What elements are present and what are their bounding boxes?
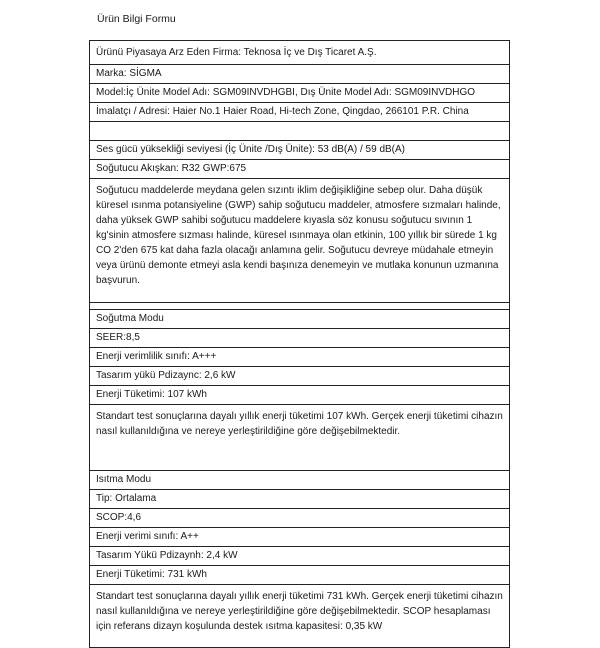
brand-row: Marka: SİGMA: [90, 65, 509, 84]
heating-scop-row: SCOP:4,6: [90, 509, 509, 528]
heating-consumption-row: Enerji Tüketimi: 731 kWh: [90, 566, 509, 585]
company-row: Ürünü Piyasaya Arz Eden Firma: Teknosa İç ve Dış Ticaret A.Ş.: [90, 41, 509, 65]
product-info-table: [89, 40, 510, 648]
heating-design-load-row: Tasarım Yükü Pdizaynh: 2,4 kW: [90, 547, 509, 566]
spacer-row: [90, 449, 509, 471]
cooling-design-load-row: Tasarım yükü Pdizaync: 2,6 kW: [90, 367, 509, 386]
cooling-seer-row: SEER:8,5: [90, 329, 509, 348]
refrigerant-row: Soğutucu Akışkan: R32 GWP:675: [90, 160, 509, 179]
noise-row: Ses gücü yüksekliği seviyesi (İç Ünite /Dış Ünite): 53 dB(A) / 59 dB(A): [90, 141, 509, 160]
cooling-consumption-row: Enerji Tüketimi: 107 kWh: [90, 386, 509, 405]
heating-consumption-note: Standart test sonuçlarına dayalı yıllık enerji tüketimi 731 kWh. Gerçek enerji tüketimi cihazın nasıl kullanıldığına ve nereye yerleştirildiğine göre değişebilmektedir. SCOP hesaplaması için referans dizayn koşulunda destek ısıtma kapasitesi: 0,35 kW: [96, 591, 503, 632]
spacer-row: [90, 122, 509, 141]
cooling-heading: Soğutma Modu: [90, 310, 509, 329]
model-row: Model:İç Ünite Model Adı: SGM09INVDHGBI, Dış Ünite Model Adı: SGM09INVDHGO: [90, 84, 509, 103]
form-title: Ürün Bilgi Formu: [97, 13, 176, 25]
manufacturer-row: İmalatçı / Adresi: Haier No.1 Haier Road, Hi-tech Zone, Qingdao, 266101 P.R. China: [90, 103, 509, 122]
cooling-efficiency-class-row: Enerji verimlilik sınıfı: A+++: [90, 348, 509, 367]
heating-efficiency-class-row: Enerji verimi sınıfı: A++: [90, 528, 509, 547]
heating-heading: Isıtma Modu: [90, 471, 509, 490]
cooling-consumption-note: Standart test sonuçlarına dayalı yıllık enerji tüketimi 107 kWh. Gerçek enerji tüketimi cihazın nasıl kullanıldığına ve nereye yerleştirildiğine göre değişebilmektedir.: [96, 411, 503, 437]
heating-type-row: Tip: Ortalama: [90, 490, 509, 509]
refrigerant-warning-text: Soğutucu maddelerde meydana gelen sızıntı iklim değişikliğine sebep olur. Daha düşük küresel ısınma potansiyeline (GWP) sahip soğutucu maddeler, atmosfere sızmaları halinde, daha yüksek GWP sahibi soğutucu maddelere kıyasla söz konusu soğutucu sıvının 1 kg'sinin atmosfere sızması halinde, küresel ısınmaya olan etkinin, 100 yıllık bir sürede 1 kg CO 2'den 675 kat daha fazla olacağı anlamına gelir. Soğutucu devreye müdahale etmeyin veya ürünü demonte etmeyi asla kendi başınıza denemeyin ve mutlaka konunun uzmanına başvurun.: [90, 179, 509, 303]
spacer-row: [90, 303, 509, 310]
